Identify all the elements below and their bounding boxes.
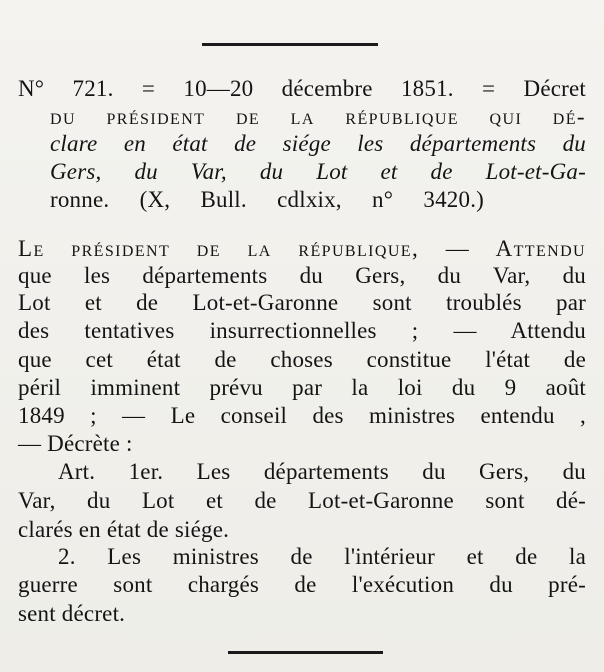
article-1-line-1: Art. 1er. Les départements du Gers, du	[58, 459, 586, 484]
preamble-line-3: Lot et de Lot-et-Garonne sont troublés par	[18, 290, 586, 315]
preamble-line-6: péril imminent prévu par la loi du 9 août	[18, 375, 586, 400]
preamble-line-7: 1849 ; — Le conseil des ministres entendu ,	[18, 403, 586, 428]
decree-heading-line-2: du président de la république qui dé-	[50, 104, 586, 129]
top-rule	[202, 43, 378, 46]
decree-heading-line-5: ronne. (X, Bull. cdlxix, n° 3420.)	[50, 187, 484, 212]
preamble-line-2: que les départements du Gers, du Var, du	[18, 263, 586, 288]
article-1-line-3: clarés en état de siége.	[18, 517, 230, 542]
preamble-line-8: — Décrète :	[18, 431, 133, 456]
article-1-line-2: Var, du Lot et de Lot-et-Garonne sont dé-	[18, 488, 586, 513]
article-2-line-3: sent décret.	[18, 601, 126, 626]
bottom-rule	[228, 651, 383, 654]
decree-heading-line-3: clare en état de siége les départements du	[50, 131, 586, 156]
article-2-line-2: guerre sont chargés de l'exécution du pré-	[18, 572, 586, 597]
preamble-line-4: des tentatives insurrectionnelles ; — Attendu	[18, 318, 586, 343]
preamble-line-5: que cet état de choses constitue l'état de	[18, 347, 586, 372]
decree-heading-line-4: Gers, du Var, du Lot et de Lot-et-Ga-	[50, 159, 586, 184]
decree-heading-line-1: N° 721. = 10—20 décembre 1851. = Décret	[18, 76, 586, 101]
preamble-line-1: Le président de la république, — Attendu	[18, 236, 586, 261]
article-2-line-1: 2. Les ministres de l'intérieur et de la	[58, 544, 586, 569]
